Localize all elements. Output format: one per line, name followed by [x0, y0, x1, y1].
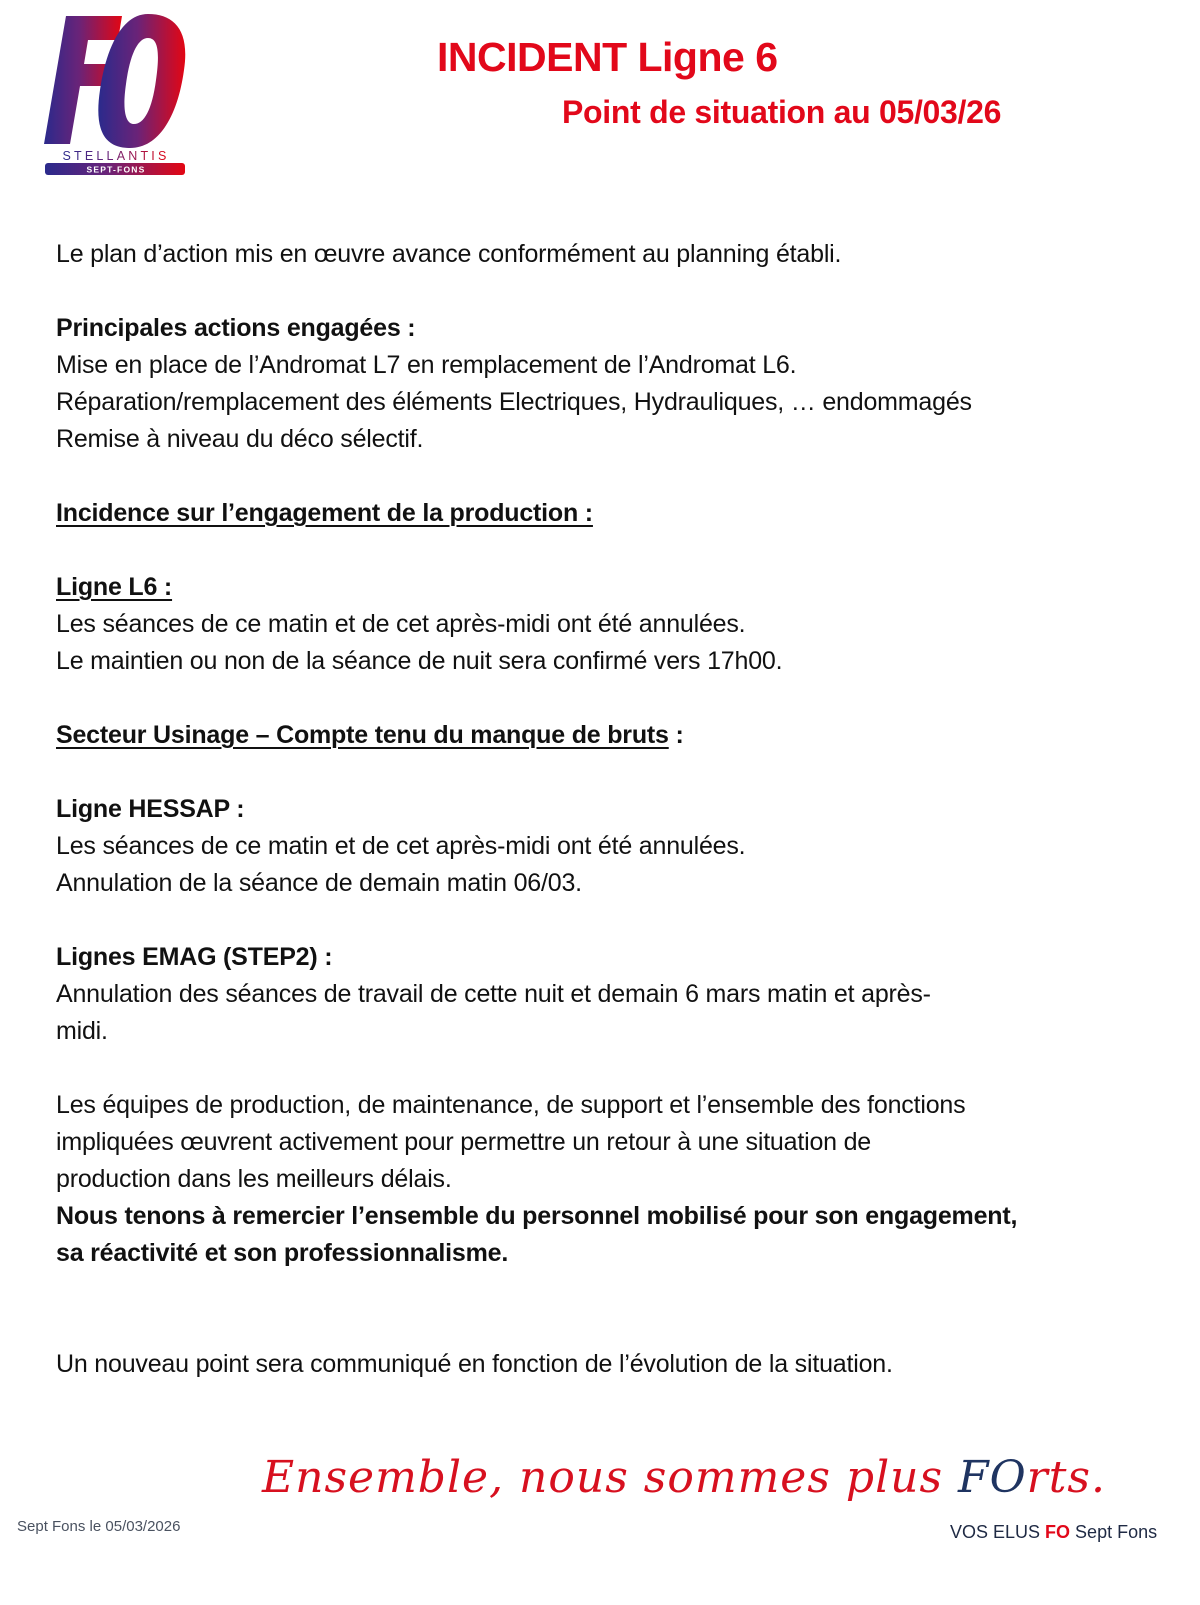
- signature-prefix: VOS ELUS: [950, 1522, 1046, 1542]
- usinage-heading-text: Secteur Usinage – Compte tenu du manque de bruts: [56, 721, 669, 749]
- teams-line: Les équipes de production, de maintenance, de support et l’ensemble des fonctions: [56, 1091, 966, 1119]
- emag-line: Annulation des séances de travail de cette nuit et demain 6 mars matin et après-: [56, 980, 931, 1008]
- slogan-fo: FO: [958, 1452, 1027, 1503]
- ligne-l6-heading-text: Ligne L6 :: [56, 573, 173, 601]
- signature-suffix: Sept Fons: [1070, 1522, 1158, 1542]
- emag-heading: Lignes EMAG (STEP2) :: [56, 943, 333, 971]
- teams-line: production dans les meilleurs délais.: [56, 1165, 452, 1193]
- footer-signature: [950, 1522, 1157, 1543]
- emag-line: midi.: [56, 1017, 108, 1045]
- hessap-heading: Ligne HESSAP :: [56, 795, 245, 823]
- hessap-line: Annulation de la séance de demain matin 06/03.: [56, 869, 582, 897]
- usinage-heading-suffix: :: [668, 721, 684, 749]
- signature-fo: FO: [1045, 1522, 1071, 1542]
- slogan-text: Ensemble, nous sommes plus: [262, 1452, 959, 1503]
- slogan-text-end: rts.: [1026, 1452, 1106, 1503]
- fo-logo-icon: [44, 14, 188, 176]
- action-item: Remise à niveau du déco sélectif.: [56, 425, 424, 453]
- footer-date: Sept Fons le 05/03/2026: [17, 1518, 181, 1535]
- incidence-heading-text: Incidence sur l’engagement de la production :: [56, 499, 593, 527]
- document-body: [56, 236, 1166, 1383]
- closing-paragraph: Un nouveau point sera communiqué en fonction de l’évolution de la situation.: [56, 1350, 893, 1378]
- hessap-line: Les séances de ce matin et de cet après-midi ont été annulées.: [56, 832, 746, 860]
- action-item: Mise en place de l’Andromat L7 en remplacement de l’Andromat L6.: [56, 351, 797, 379]
- document-subtitle: Point de situation au 05/03/26: [562, 94, 1002, 130]
- logo-brand-text: STELLANTIS: [62, 149, 170, 163]
- logo-site-text: SEPT-FONS: [86, 164, 146, 175]
- incidence-heading: [56, 495, 1166, 532]
- fo-stellantis-logo: [44, 14, 188, 176]
- usinage-heading: [56, 717, 1166, 754]
- action-item: Réparation/remplacement des éléments Electriques, Hydrauliques, … endommagés: [56, 388, 972, 416]
- teams-line: impliquées œuvrent activement pour permettre un retour à une situation de: [56, 1128, 872, 1156]
- thanks-line: Nous tenons à remercier l’ensemble du personnel mobilisé pour son engagement,: [56, 1202, 1018, 1230]
- actions-heading: Principales actions engagées :: [56, 314, 416, 342]
- ligne-l6-line: Les séances de ce matin et de cet après-midi ont été annulées.: [56, 610, 746, 638]
- intro-paragraph: Le plan d’action mis en œuvre avance conformément au planning établi.: [56, 240, 842, 268]
- ligne-l6-heading: [56, 569, 1166, 606]
- thanks-line: sa réactivité et son professionnalisme.: [56, 1239, 509, 1267]
- document-title: INCIDENT Ligne 6: [437, 34, 778, 80]
- ligne-l6-line: Le maintien ou non de la séance de nuit sera confirmé vers 17h00.: [56, 647, 783, 675]
- footer-slogan: [262, 1452, 1106, 1503]
